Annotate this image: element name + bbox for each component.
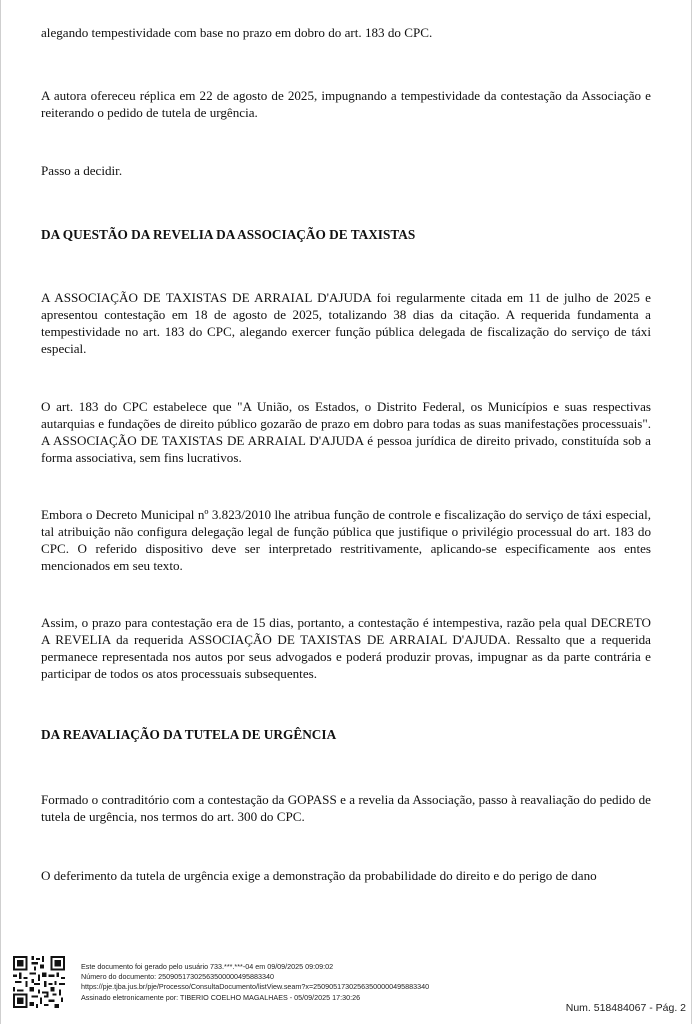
document-footer — [0, 954, 692, 1024]
paragraph: A ASSOCIAÇÃO DE TAXISTAS DE ARRAIAL D'AJUDA foi regularmente citada em 11 de julho de 2025 e apresentou contestação em 18 de agosto de 2025, totalizando 38 dias da citação. A requerida fundamenta a tempestividade no art. 183 do CPC, alegando exercer função pública delegada de fiscalização do serviço de táxi especial. — [41, 290, 651, 356]
page-number: Num. 518484067 - Pág. 2 — [565, 1002, 686, 1014]
paragraph: Formado o contraditório com a contestação da GOPASS e a revelia da Associação, passo à reavaliação do pedido de tutela de urgência, nos termos do art. 300 do CPC. — [41, 792, 651, 824]
section-heading: DA REAVALIAÇÃO DA TUTELA DE URGÊNCIA — [41, 727, 337, 742]
document-url-link[interactable]: https://pje.tjba.jus.br/pje/Processo/ConsultaDocumento/listView.seam?x=25090517302563500000495883340 — [81, 982, 430, 992]
signature-line: Assinado eletronicamente por: TIBERIO COELHO MAGALHAES - 05/09/2025 17:30:26 — [81, 992, 361, 1002]
footer-metadata — [81, 962, 429, 1003]
paragraph: alegando tempestividade com base no prazo em dobro do art. 183 do CPC. — [41, 25, 433, 40]
document-number-line: Número do documento: 25090517302563500000495883340 — [81, 972, 275, 982]
qr-code-icon — [13, 956, 65, 1008]
paragraph: A autora ofereceu réplica em 22 de agosto de 2025, impugnando a tempestividade da contestação da Associação e reiterando o pedido de tutela de urgência. — [41, 88, 651, 120]
paragraph: O deferimento da tutela de urgência exige a demonstração da probabilidade do direito e do perigo de dano — [41, 868, 597, 883]
section-heading: DA QUESTÃO DA REVELIA DA ASSOCIAÇÃO DE TAXISTAS — [41, 227, 416, 242]
paragraph: O art. 183 do CPC estabelece que "A União, os Estados, o Distrito Federal, os Municípios e suas respectivas autarquias e fundações de direito público gozarão de prazo em dobro para todas as suas manifestações processuais". A ASSOCIAÇÃO DE TAXISTAS DE ARRAIAL D'AJUDA é pessoa jurídica de direito privado, constituída sob a forma associativa, sem fins lucrativos. — [41, 399, 651, 465]
paragraph: Passo a decidir. — [41, 163, 123, 178]
generated-by-line: Este documento foi gerado pelo usuário 733.***.***-04 em 09/09/2025 09:09:02 — [81, 962, 334, 971]
paragraph: Assim, o prazo para contestação era de 15 dias, portanto, a contestação é intempestiva, razão pela qual DECRETO A REVELIA da requerida ASSOCIAÇÃO DE TAXISTAS DE ARRAIAL D'AJUDA. Ressalto que a requerida permanece representada nos autos por seus advogados e poderá produzir provas, impugnar as da parte contrária e participar de todos os atos processuais subsequentes. — [41, 615, 651, 681]
paragraph: Embora o Decreto Municipal nº 3.823/2010 lhe atribua função de controle e fiscalização do serviço de táxi especial, tal atribuição não configura delegação legal de função pública que justifique o privilégio processual do art. 183 do CPC. O referido dispositivo deve ser interpretado restritivamente, aplicando-se especificamente aos entes mencionados em seu texto. — [41, 507, 651, 573]
